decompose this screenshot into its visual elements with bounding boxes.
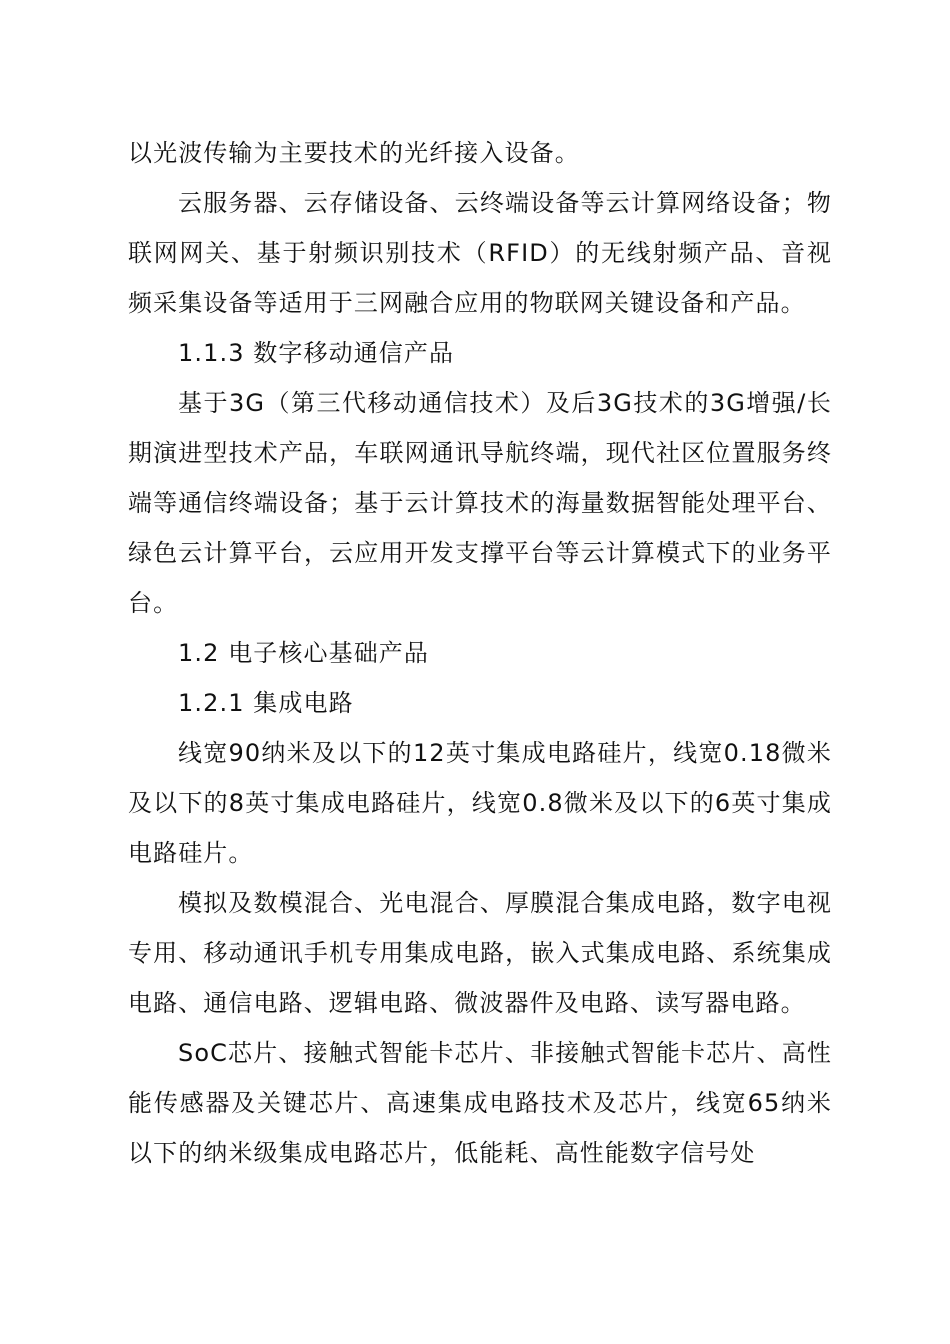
heading-1-2: 1.2 电子核心基础产品 <box>178 639 429 667</box>
paragraph-fiber-access: 以光波传输为主要技术的光纤接入设备。 <box>128 139 580 167</box>
heading-1-1-3: 1.1.3 数字移动通信产品 <box>178 339 455 367</box>
paragraph-soc-chips: SoC芯片、接触式智能卡芯片、非接触式智能卡芯片、高性能传感器及关键芯片、高速集成电路技术及芯片，线宽65纳米以下的纳米级集成电路芯片，低能耗、高性能数字信号处 <box>128 1039 832 1167</box>
paragraph-cloud-iot-devices: 云服务器、云存储设备、云终端设备等云计算网络设备；物联网网关、基于射频识别技术（RFID）的无线射频产品、音视频采集设备等适用于三网融合应用的物联网关键设备和产品。 <box>128 189 832 317</box>
paragraph-ic-types: 模拟及数模混合、光电混合、厚膜混合集成电路，数字电视专用、移动通讯手机专用集成电路，嵌入式集成电路、系统集成电路、通信电路、逻辑电路、微波器件及电路、读写器电路。 <box>128 889 832 1017</box>
heading-1-2-1: 1.2.1 集成电路 <box>178 689 354 717</box>
paragraph-3g-products: 基于3G（第三代移动通信技术）及后3G技术的3G增强/长期演进型技术产品，车联网通讯导航终端，现代社区位置服务终端等通信终端设备；基于云计算技术的海量数据智能处理平台、绿色云计算平台，云应用开发支撑平台等云计算模式下的业务平台。 <box>128 389 832 617</box>
paragraph-silicon-wafers: 线宽90纳米及以下的12英寸集成电路硅片，线宽0.18微米及以下的8英寸集成电路硅片，线宽0.8微米及以下的6英寸集成电路硅片。 <box>128 739 832 867</box>
document-page <box>128 128 832 1178</box>
